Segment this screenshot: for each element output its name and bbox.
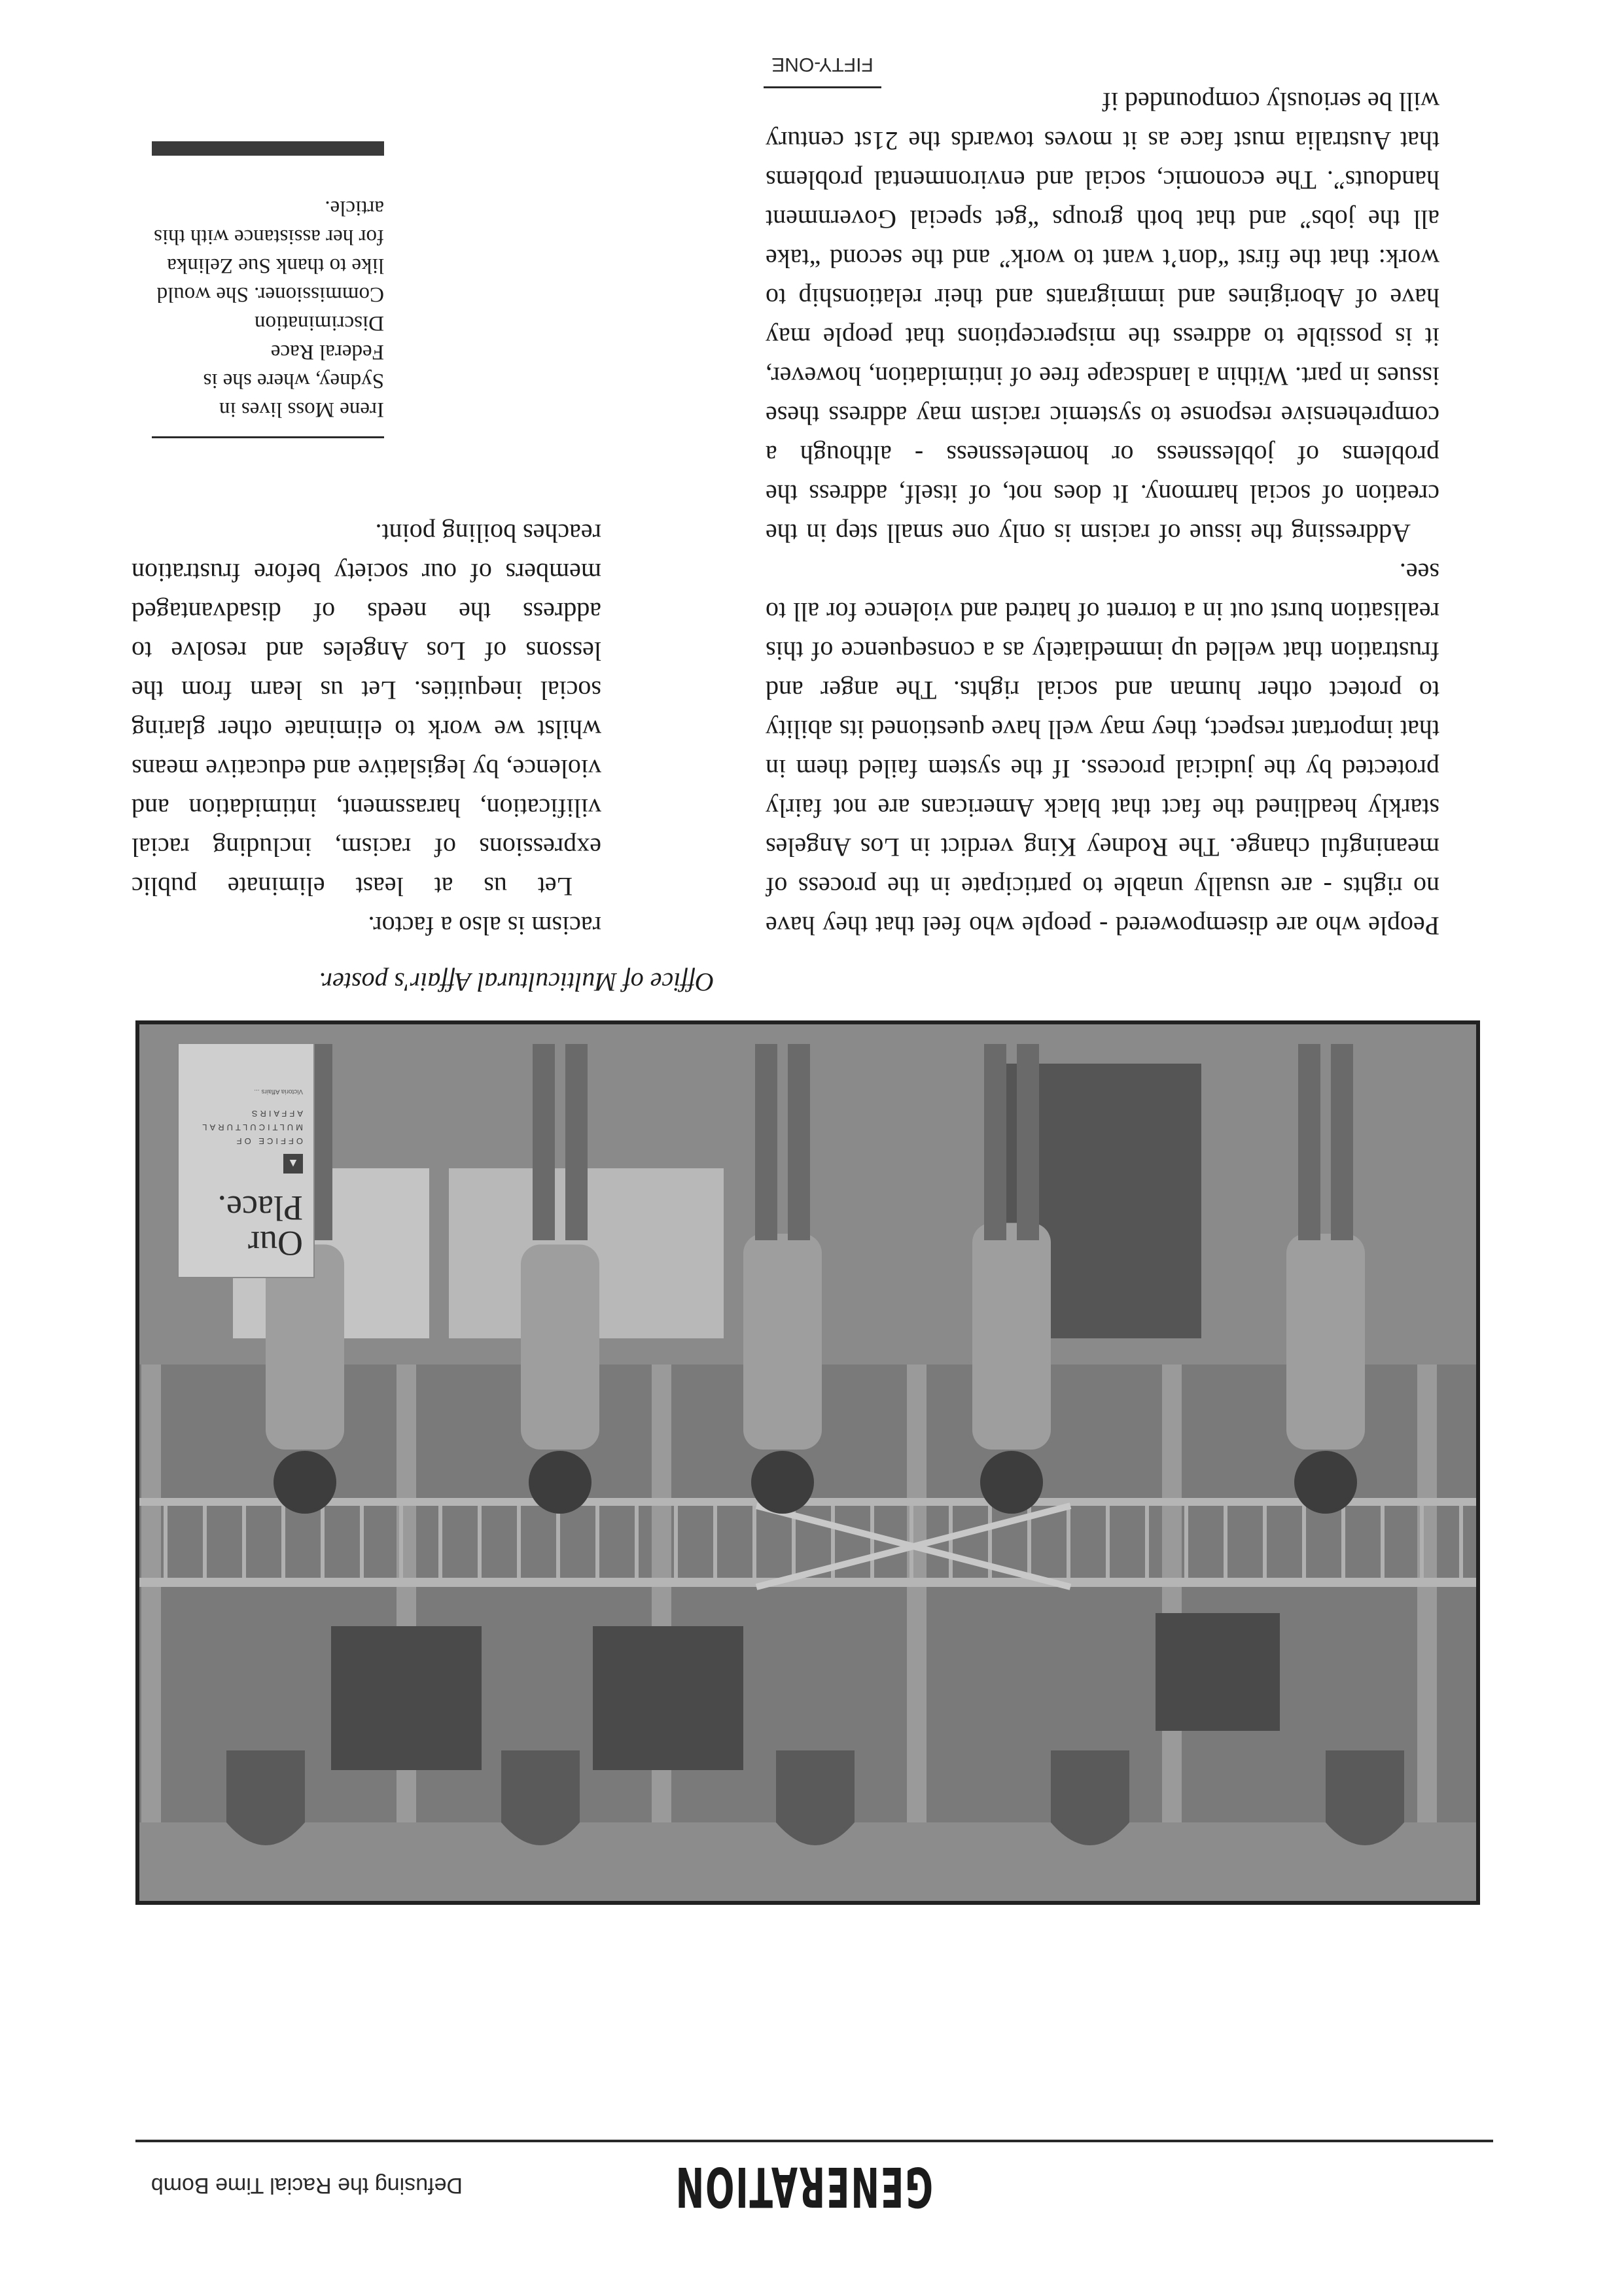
masthead: GENERATION: [674, 2155, 933, 2219]
person-head: [274, 1451, 336, 1514]
baluster: [870, 1506, 874, 1578]
poster-card-title: Our Place.: [217, 1189, 303, 1263]
person-body: [521, 1245, 599, 1450]
person-leg: [755, 1044, 777, 1240]
window-arch: [226, 1750, 305, 1845]
note-rule: [152, 436, 384, 438]
baluster: [242, 1506, 246, 1578]
header-rule: [135, 2140, 1493, 2142]
person-leg: [565, 1044, 588, 1240]
window-arch: [501, 1750, 580, 1845]
baluster: [1145, 1506, 1149, 1578]
baluster: [1420, 1506, 1424, 1578]
poster-image: [135, 1020, 1480, 1905]
column: [1162, 1365, 1182, 1822]
person-body: [1286, 1234, 1365, 1450]
baluster: [321, 1506, 325, 1578]
person-head: [751, 1451, 814, 1514]
person-head: [1294, 1451, 1357, 1514]
poster-logo-icon: ▲: [283, 1154, 303, 1174]
baluster: [713, 1506, 717, 1578]
person-leg: [788, 1044, 810, 1240]
poster-card: [177, 1043, 315, 1278]
baluster: [399, 1506, 403, 1578]
window-arch: [1051, 1750, 1129, 1845]
body-column-left: [766, 82, 1439, 945]
person-leg: [984, 1044, 1006, 1240]
baluster: [360, 1506, 364, 1578]
poster-caption: Office of Multicultural Affair's poster.: [319, 967, 715, 997]
baluster: [674, 1506, 678, 1578]
person-head: [529, 1451, 591, 1514]
baluster: [517, 1506, 521, 1578]
window-arch: [776, 1750, 855, 1845]
person-body: [743, 1234, 822, 1450]
running-head: Defusing the Racial Time Bomb: [150, 2173, 463, 2198]
baluster: [1341, 1506, 1345, 1578]
poster-card-small: Victoria Affairs ...: [254, 1087, 303, 1095]
page-folio: FIFTY-ONE: [771, 54, 874, 75]
window: [1156, 1613, 1280, 1731]
baluster: [478, 1506, 482, 1578]
person-head: [980, 1451, 1043, 1514]
window: [593, 1626, 743, 1770]
baluster: [281, 1506, 285, 1578]
baluster: [1106, 1506, 1110, 1578]
baluster: [752, 1506, 756, 1578]
window: [331, 1626, 482, 1770]
baluster: [1302, 1506, 1306, 1578]
column: [141, 1365, 161, 1822]
baluster: [1381, 1506, 1385, 1578]
note-bar: [152, 141, 384, 156]
column: [1417, 1365, 1437, 1822]
body-column-right: [132, 513, 601, 945]
baluster: [1067, 1506, 1070, 1578]
column: [907, 1365, 927, 1822]
baluster: [164, 1506, 168, 1578]
baluster: [1184, 1506, 1188, 1578]
baluster: [203, 1506, 207, 1578]
baluster: [595, 1506, 599, 1578]
person-body: [972, 1223, 1051, 1450]
folio-rule: [764, 86, 881, 88]
body-paragraph: Let us at least eliminate public expressions of racism, including racial vilification, harassment, intimidation and violence, by legislative and educative means whilst we work to eliminate other glaring social inequities. Let us learn from the lessons of Los Angeles and resolve to address the needs of disadvantaged members of our society before frustration reaches boiling point.: [132, 519, 601, 901]
baluster: [1263, 1506, 1267, 1578]
author-note: Irene Moss lives in Sydney, where she is Federal Race Discrimination Commissioner. She would like to thank Sue Zelinka for her assistance with this article.: [154, 196, 384, 421]
person-leg: [1298, 1044, 1320, 1240]
baluster: [949, 1506, 953, 1578]
baluster: [909, 1506, 913, 1578]
balcony-rail: [139, 1578, 1476, 1587]
poster-card-org: OFFICE OF MULTICULTURAL AFFAIRS: [200, 1109, 303, 1146]
baluster: [556, 1506, 560, 1578]
baluster: [1224, 1506, 1227, 1578]
person-leg: [1017, 1044, 1039, 1240]
window-arch: [1326, 1750, 1404, 1845]
body-paragraph: Addressing the issue of racism is only one small step in the creation of social harmony. It does not, of itself, address the problems of joblessness or homelessness - although a comprehensive response to systemic racism may address these issues in part. Within a landscape free of intimidation, however, it is possible to address the misperceptions that people may have of Aborigines and immigrants and their relationship to work: that the first “don’t want to work” and the second “take all the jobs” and that both groups “get special Government handouts”. The economic, social and environmental problems that Australia must face as it moves towards the 21st century will be seriously compounded if: [766, 87, 1439, 548]
poster-artwork: [139, 1024, 1476, 1901]
baluster: [635, 1506, 639, 1578]
person-leg: [1331, 1044, 1353, 1240]
person-leg: [533, 1044, 555, 1240]
baluster: [438, 1506, 442, 1578]
body-paragraph: People who are disempowered - people who feel that they have no rights - are usually unable to participate in the process of meaningful change. The Rodney King verdict in Los Angeles starkly headlined the fact that black Americans are not fairly protected by the judicial process. If the system failed them in that important respect, they may well have questioned its ability to protect other human and social rights. The anger and frustration that welled up immediately as a consequence of this realisation burst out in a torrent of hatred and violence for all to see.: [766, 558, 1439, 941]
body-paragraph: racism is also a factor.: [368, 911, 601, 941]
baluster: [1459, 1506, 1463, 1578]
